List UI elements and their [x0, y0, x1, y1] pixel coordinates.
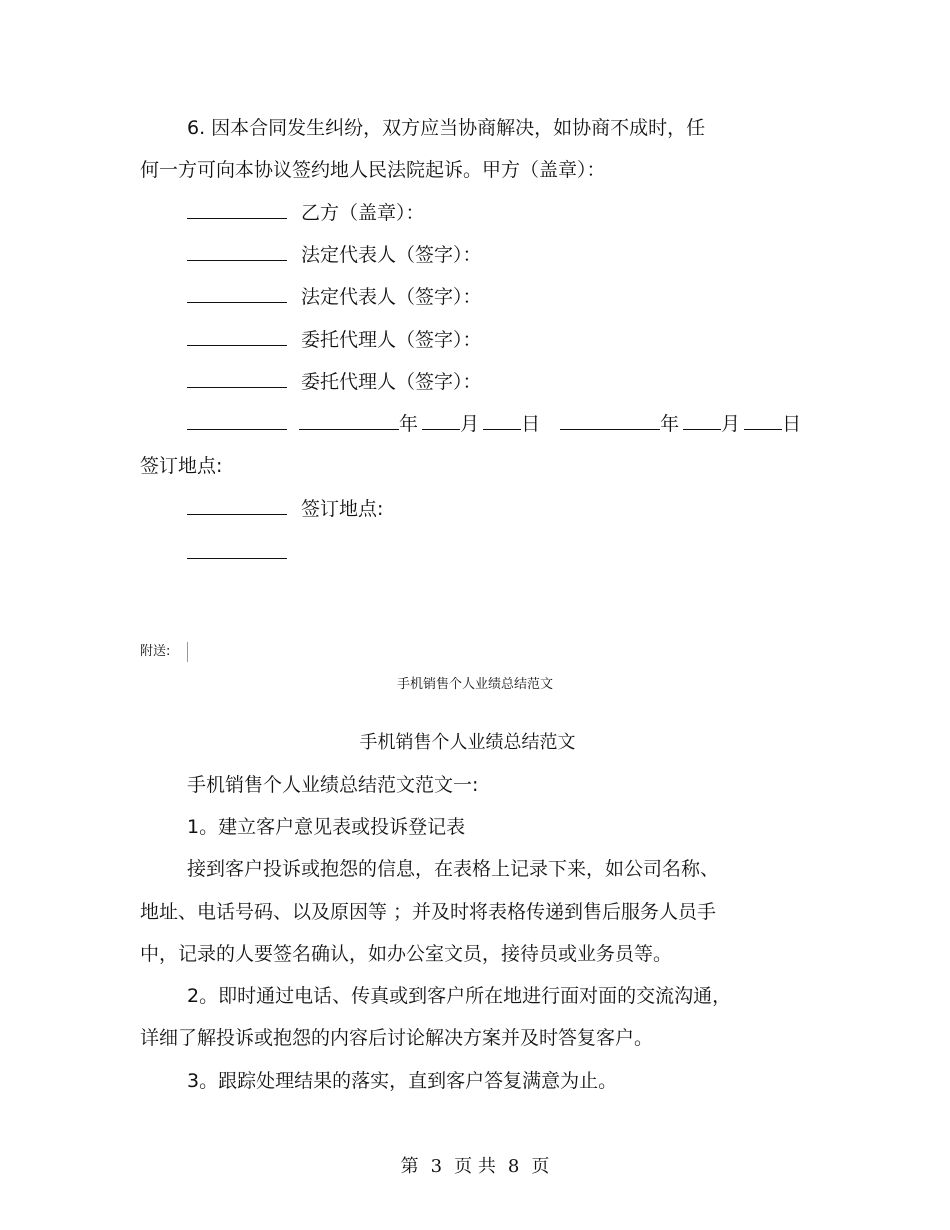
- page-footer: [0, 1152, 950, 1178]
- text-cursor-bar: [187, 642, 188, 662]
- clause-6-line-1: 6. 因本合同发生纠纷，双方应当协商解决，如协商不成时，任: [187, 117, 706, 139]
- signature-blank: [187, 327, 287, 346]
- paragraph-3-line-2: 详细了解投诉或抱怨的内容后讨论解决方案并及时答复客户。: [140, 1027, 654, 1049]
- day-blank: [744, 411, 782, 430]
- month-blank: [422, 411, 460, 430]
- year-blank: [560, 411, 660, 430]
- footer-mid: 页 共: [454, 1156, 496, 1177]
- signing-place-left: 签订地点:: [140, 455, 223, 477]
- footer-page-number: 3: [430, 1156, 443, 1177]
- paragraph-2-line-1: 接到客户投诉或抱怨的信息，在表格上记录下来，如公司名称、: [187, 858, 720, 880]
- attachment-small-title: 手机销售个人业绩总结范文: [396, 677, 553, 692]
- agent-row-1: [187, 327, 482, 352]
- agent-row-2: [187, 369, 482, 394]
- signing-place-label: 签订地点:: [301, 498, 384, 520]
- signing-place-row: [187, 496, 383, 521]
- signature-blank: [187, 242, 287, 261]
- agent-label: 委托代理人（签字）：: [301, 371, 482, 393]
- attachment-label: 附送:: [140, 644, 171, 659]
- paragraph-1: 1。建立客户意见表或投诉登记表: [187, 816, 466, 838]
- signature-blank: [187, 540, 287, 559]
- legal-rep-label: 法定代表人（签字）：: [301, 286, 482, 308]
- paragraph-2-line-3: 中，记录的人要签名确认，如办公室文员，接待员或业务员等。: [140, 943, 673, 965]
- paragraph-4: 3。跟踪处理结果的落实，直到客户答复满意为止。: [187, 1070, 618, 1092]
- day-blank: [483, 411, 521, 430]
- party-b-seal-label: 乙方（盖章）：: [301, 202, 425, 224]
- legal-rep-row-2: [187, 284, 482, 309]
- article-title: 手机销售个人业绩总结范文: [359, 732, 576, 753]
- month-blank: [683, 411, 721, 430]
- date-row: [187, 411, 801, 436]
- legal-rep-label: 法定代表人（签字）：: [301, 244, 482, 266]
- month-label: 月: [460, 413, 480, 435]
- clause-6-line-2: 何一方可向本协议签约地人民法院起诉。甲方（盖章）：: [140, 159, 606, 181]
- signature-blank: [187, 411, 287, 430]
- signature-blank: [187, 496, 287, 515]
- signature-blank: [187, 200, 287, 219]
- signature-blank: [187, 284, 287, 303]
- day-label: 日: [782, 413, 802, 435]
- year-label: 年: [660, 413, 680, 435]
- paragraph-2-line-2: 地址、电话号码、以及原因等 ；并及时将表格传递到售后服务人员手: [140, 901, 717, 923]
- signature-party-b-row: [187, 200, 425, 225]
- year-blank: [299, 411, 399, 430]
- final-blank-row: [187, 540, 287, 565]
- paragraph-3-line-1: 2。即时通过电话、传真或到客户所在地进行面对面的交流沟通，: [187, 985, 732, 1007]
- day-label: 日: [521, 413, 541, 435]
- article-subtitle: 手机销售个人业绩总结范文范文一:: [187, 774, 479, 796]
- month-label: 月: [721, 413, 741, 435]
- footer-total-pages: 8: [507, 1156, 520, 1177]
- footer-suffix: 页: [531, 1156, 550, 1177]
- signature-blank: [187, 369, 287, 388]
- footer-prefix: 第: [400, 1156, 419, 1177]
- year-label: 年: [399, 413, 419, 435]
- legal-rep-row-1: [187, 242, 482, 267]
- agent-label: 委托代理人（签字）：: [301, 329, 482, 351]
